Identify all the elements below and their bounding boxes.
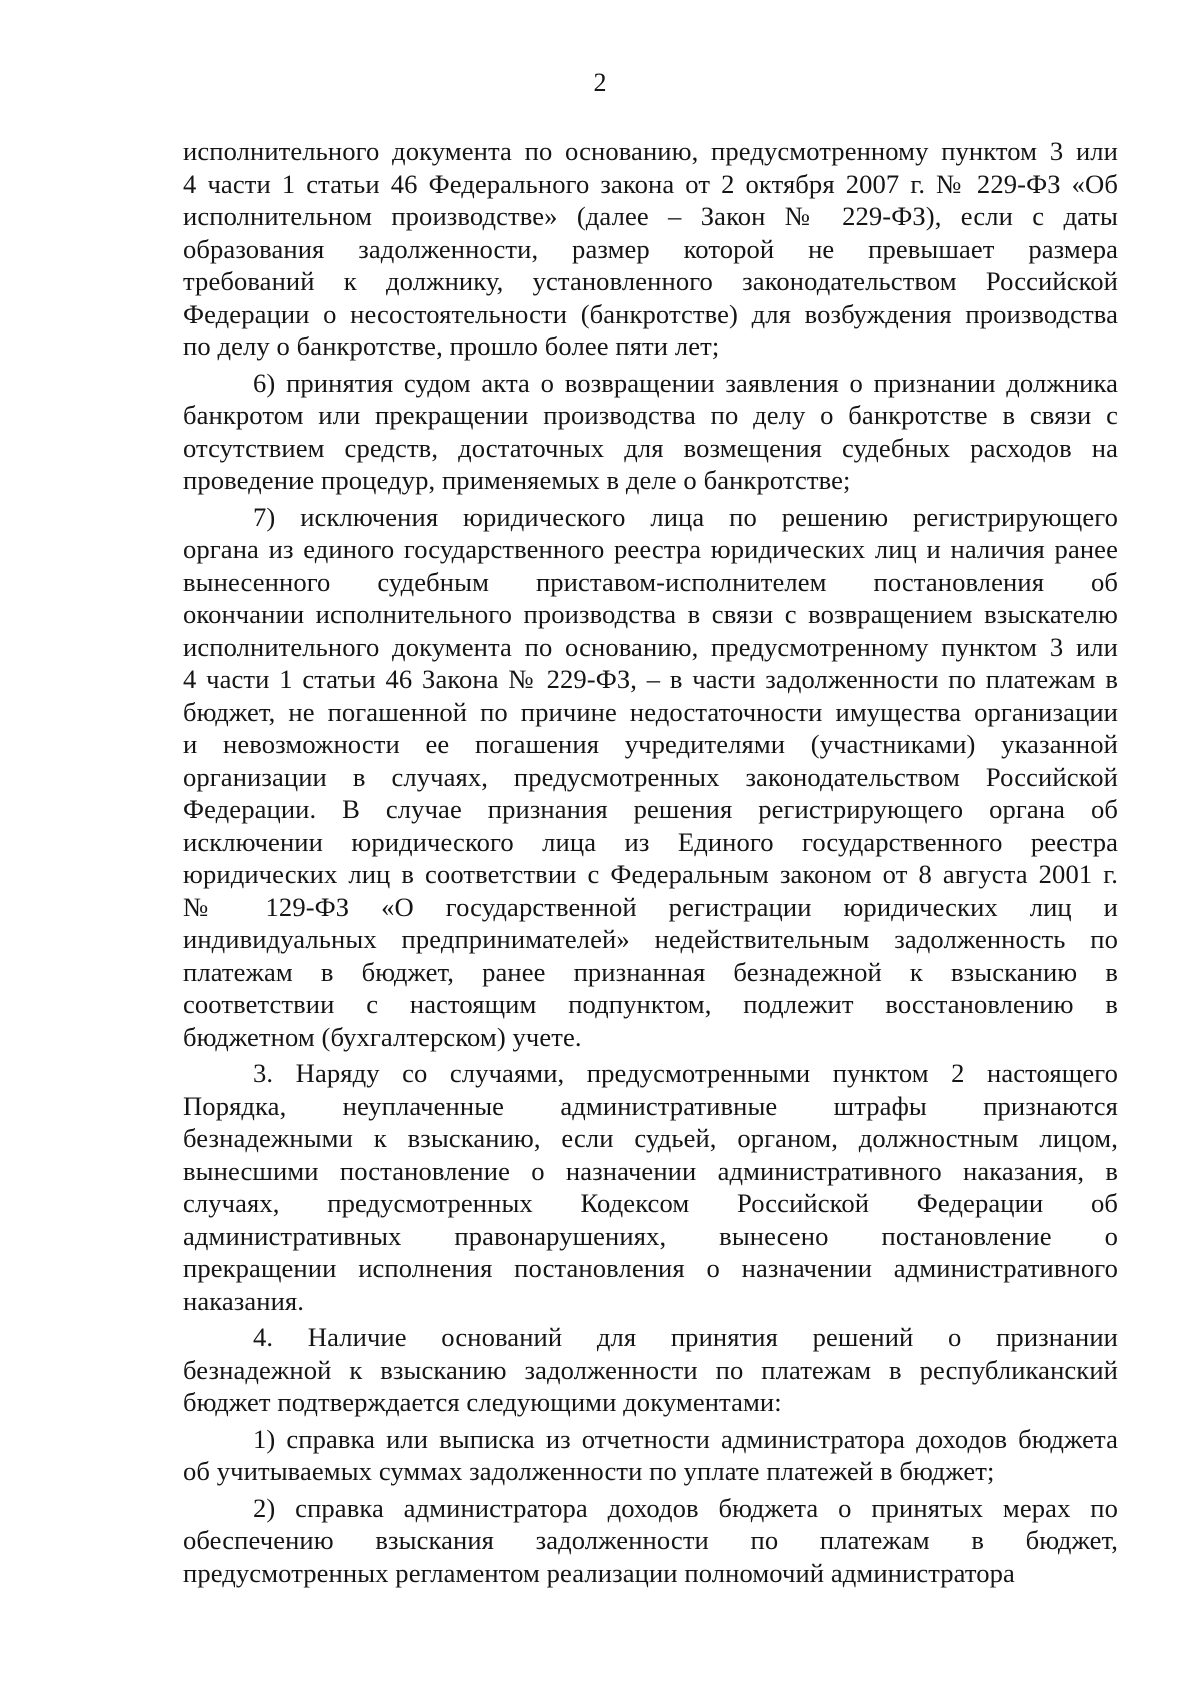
text-line: вынесшими постановление о назначении административного наказания, в: [183, 1155, 1118, 1186]
text-line: вынесенного судебным приставом-исполнителем постановления об: [183, 566, 1118, 597]
text-line: наказания.: [183, 1285, 305, 1316]
text-line: индивидуальных предпринимателей» недействительным задолженность по: [183, 924, 1118, 954]
text-line: Порядка, неуплаченные административные штрафы признаются: [183, 1090, 1118, 1121]
text-line: проведение процедур, применяемых в деле о банкротстве;: [183, 465, 851, 495]
text-line: Федерации о несостоятельности (банкротстве) для возбуждения производства: [183, 298, 1118, 329]
text-line: юридических лиц в соответствии с Федеральным законом от 8 августа 2001 г.: [183, 859, 1118, 889]
text-line: безнадежной к взысканию задолженности по платежам в республиканский: [183, 1354, 1118, 1385]
text-line: по делу о банкротстве, прошло более пяти лет;: [183, 331, 720, 361]
text-line: исключении юридического лица из Единого государственного реестра: [183, 826, 1118, 857]
text-line: соответствии с настоящим подпунктом, подлежит восстановлению в: [183, 989, 1118, 1019]
text-line: требований к должнику, установленного законодательством Российской: [183, 266, 1118, 296]
paragraph: [183, 1321, 1118, 1419]
text-line: бюджет, не погашенной по причине недостаточности имущества организации: [183, 696, 1118, 727]
text-line: 2) справка администратора доходов бюджета о принятых мерах по: [253, 1492, 1118, 1523]
text-line: платежам в бюджет, ранее признанная безнадежной к взысканию в: [183, 956, 1118, 987]
text-line: и невозможности ее погашения учредителями (участниками) указанной: [183, 729, 1118, 759]
text-line: обеспечению взыскания задолженности по платежам в бюджет,: [183, 1525, 1118, 1555]
text-line: № 129-ФЗ «О государственной регистрации юридических лиц и: [183, 891, 1118, 922]
paragraph: [183, 135, 1118, 363]
text-line: отсутствием средств, достаточных для возмещения судебных расходов на: [183, 432, 1118, 463]
text-line: бюджет подтверждается следующими документами:: [183, 1387, 782, 1417]
text-line: об учитываемых суммах задолженности по уплате платежей в бюджет;: [183, 1456, 995, 1486]
text-line: бюджетном (бухгалтерском) учете.: [183, 1021, 582, 1052]
paragraph: [183, 367, 1118, 497]
text-line: 7) исключения юридического лица по решению регистрирующего: [253, 501, 1118, 532]
paragraph: [183, 1057, 1118, 1317]
text-line: безнадежными к взысканию, если судьей, органом, должностным лицом,: [183, 1123, 1118, 1153]
text-line: прекращении исполнения постановления о назначении административного: [183, 1253, 1118, 1283]
text-line: Федерации. В случае признания решения регистрирующего органа об: [183, 794, 1118, 824]
text-line: органа из единого государственного реестра юридических лиц и наличия ранее: [183, 534, 1118, 564]
text-line: 4. Наличие оснований для принятия решений о признании: [253, 1322, 1118, 1352]
text-line: предусмотренных регламентом реализации полномочий администратора: [183, 1557, 1015, 1588]
text-line: 4 части 1 статьи 46 Федерального закона от 2 октября 2007 г. № 229-ФЗ «Об: [183, 168, 1118, 199]
text-line: образования задолженности, размер которой не превышает размера: [183, 233, 1118, 264]
text-line: 1) справка или выписка из отчетности администратора доходов бюджета: [253, 1423, 1118, 1454]
text-line: 6) принятия судом акта о возвращении заявления о признании должника: [253, 367, 1118, 398]
text-line: организации в случаях, предусмотренных законодательством Российской: [183, 761, 1118, 792]
paragraph: [183, 501, 1118, 1054]
text-line: 3. Наряду со случаями, предусмотренными пунктом 2 настоящего: [253, 1058, 1118, 1088]
text-line: исполнительного документа по основанию, предусмотренному пунктом 3 или: [183, 136, 1118, 166]
text-line: административных правонарушениях, вынесено постановление о: [183, 1220, 1118, 1251]
text-line: окончании исполнительного производства в связи с возвращением взыскателю: [183, 599, 1118, 629]
text-line: 4 части 1 статьи 46 Закона № 229-ФЗ, – в части задолженности по платежам в: [183, 664, 1118, 694]
text-line: банкротом или прекращении производства по делу о банкротстве в связи с: [183, 400, 1118, 430]
document-body: [183, 135, 1118, 1589]
paragraph: [183, 1492, 1118, 1590]
text-line: случаях, предусмотренных Кодексом Российской Федерации об: [183, 1188, 1118, 1218]
paragraph: [183, 1423, 1118, 1488]
text-line: исполнительном производстве» (далее – Закон № 229-ФЗ), если с даты: [183, 201, 1118, 231]
page-number: 2: [593, 68, 607, 97]
text-line: исполнительного документа по основанию, предусмотренному пунктом 3 или: [183, 631, 1118, 662]
